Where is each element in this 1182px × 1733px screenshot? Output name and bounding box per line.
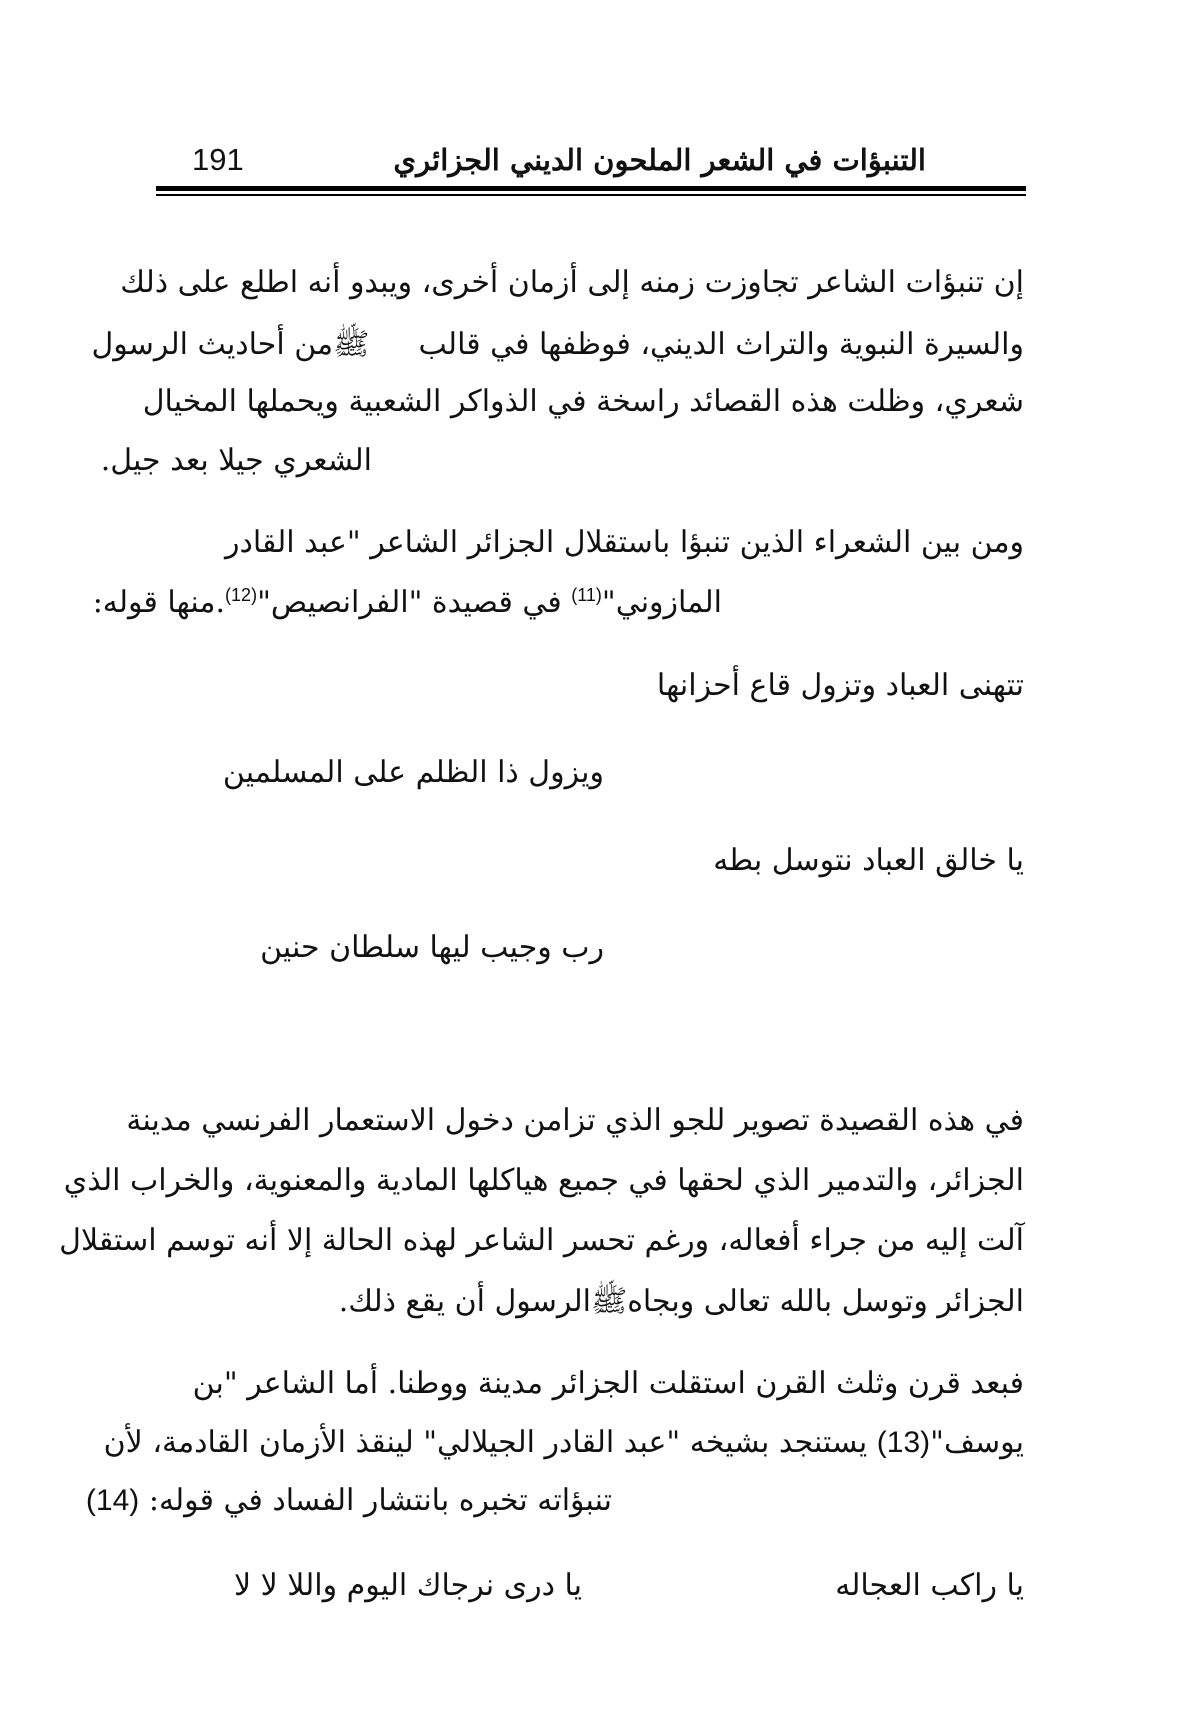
footnote-ref-14: (14) xyxy=(85,1484,140,1517)
para2-line2-part1: المازوني" xyxy=(601,585,722,620)
verse-1: تتهنى العباد وتزول قاع أحزانها xyxy=(656,668,1024,703)
verse-5-right: يا راكب العجاله xyxy=(835,1568,1024,1603)
para1-line4: الشعري جيلا بعد جيل. xyxy=(100,443,372,478)
footnote-ref-11: (11) xyxy=(571,585,602,605)
para4-line1: فبعد قرن وثلث القرن استقلت الجزائر مدينة ووطنا. أما الشاعر "بن xyxy=(192,1366,1024,1401)
verse-4: رب وجيب ليها سلطان حنين xyxy=(260,930,604,965)
verse-2: ويزول ذا الظلم على المسلمين xyxy=(222,755,604,790)
para4-line3-part1: تنبؤاته تخبره بانتشار الفساد في قوله: xyxy=(148,1483,612,1518)
para3-line4-b: الرسول أن يقع ذلك. xyxy=(338,1284,591,1319)
para4-line2-part2: يستنجد بشيخه "عبد القادر الجيلالي" لينقذ الأزمان القادمة، لأن xyxy=(103,1425,868,1460)
para1-line3: شعري، وظلت هذه القصائد راسخة في الذواكر الشعبية ويحملها المخيال xyxy=(142,384,1024,419)
para3-line2: الجزائر، والتدمير الذي لحقها في جميع هياكلها المادية والمعنوية، والخراب الذي xyxy=(63,1163,1024,1198)
para2-line2-part3: .منها قوله: xyxy=(92,585,226,620)
verse-3: يا خالق العباد نتوسل بطه xyxy=(713,843,1024,878)
running-header-title: التنبؤات في الشعر الملحون الديني الجزائري xyxy=(393,143,926,177)
para4-line2 xyxy=(104,1425,1024,1460)
para2-line1: ومن بين الشعراء الذين تنبؤا باستقلال الجزائر الشاعر "عبد القادر xyxy=(224,525,1024,560)
salawat-symbol: ﷺ xyxy=(333,327,370,362)
para1-line2-b: والسيرة النبوية والتراث الديني، فوظفها في قالب xyxy=(418,327,1024,362)
header-rule-thick xyxy=(156,186,1026,191)
page-number: 191 xyxy=(192,142,244,177)
para2-line2-part2: في قصيدة "الفرانصيص" xyxy=(257,585,562,620)
para3-line1: في هذه القصيدة تصوير للجو الذي تزامن دخول الاستعمار الفرنسي مدينة xyxy=(126,1103,1024,1138)
para2-line2 xyxy=(93,585,722,620)
para1-line1: إن تنبؤات الشاعر تجاوزت زمنه إلى أزمان أخرى، ويبدو أنه اطلع على ذلك xyxy=(120,265,1024,300)
para4-line2-part1: يوسف" xyxy=(930,1425,1024,1460)
salawat-symbol-2: ﷺ xyxy=(590,1284,628,1319)
footnote-ref-12: (12) xyxy=(225,585,258,605)
para3-line4 xyxy=(339,1283,1024,1326)
para4-line3 xyxy=(86,1483,612,1518)
para1-line2-a: من أحاديث الرسول xyxy=(91,327,334,362)
verse-5-left: يا درى نرجاك اليوم واللا لا لا xyxy=(233,1568,582,1603)
para3-line3: آلت إليه من جراء أفعاله، ورغم تحسر الشاعر لهذه الحالة إلا أنه توسم استقلال xyxy=(59,1223,1024,1258)
header-rule-thin xyxy=(156,194,1026,196)
para3-line4-a: الجزائر وتوسل بالله تعالى وبجاه xyxy=(627,1284,1024,1319)
para1-line2 xyxy=(91,326,1024,369)
footnote-ref-13: (13) xyxy=(876,1426,931,1459)
